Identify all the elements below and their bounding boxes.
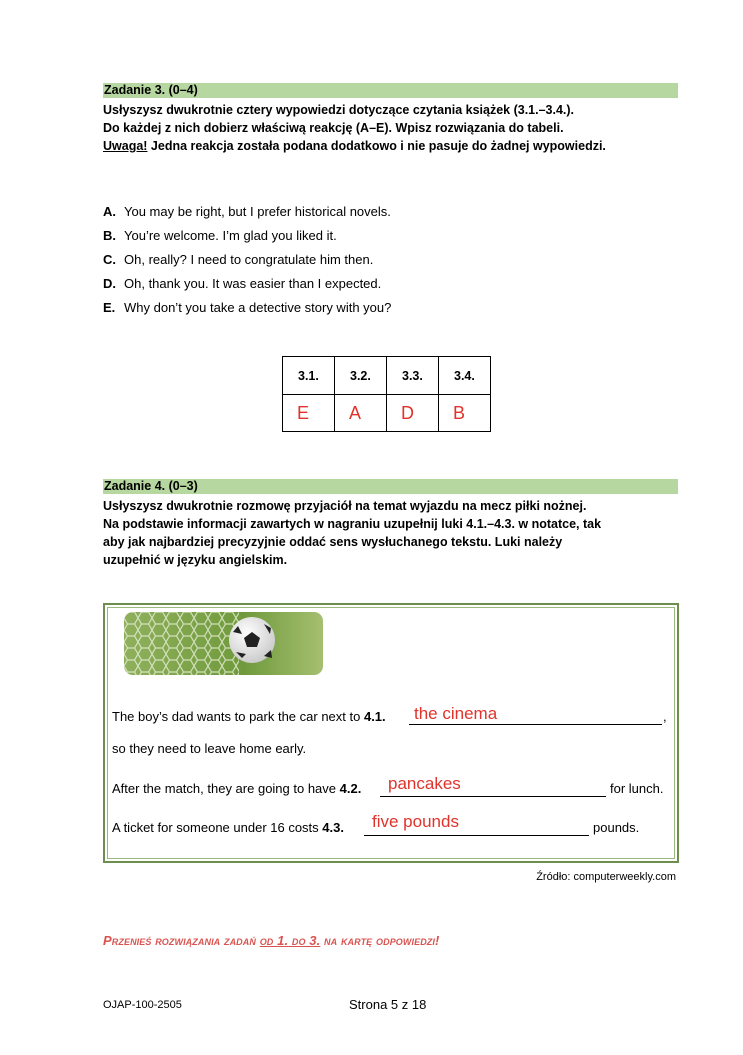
gap-4-1-answer[interactable]: the cinema bbox=[414, 704, 498, 723]
option-a bbox=[103, 204, 391, 220]
task3-header: Zadanie 3. (0–4) bbox=[103, 83, 678, 98]
task3-instruction-2: Do każdej z nich dobierz właściwą reakcję (A–E). Wpisz rozwiązania do tabeli. bbox=[103, 121, 564, 135]
option-text: Oh, really? I need to congratulate him then. bbox=[124, 252, 374, 267]
sentence-text: After the match, they are going to have bbox=[112, 781, 340, 796]
gap-number: 4.1. bbox=[363, 709, 386, 724]
sentence-end: pounds. bbox=[593, 820, 640, 835]
option-text: Oh, thank you. It was easier than I expected. bbox=[124, 276, 382, 291]
sentence-comma: , bbox=[663, 709, 667, 724]
note-label: Uwaga! bbox=[103, 139, 148, 153]
task4-header: Zadanie 4. (0–3) bbox=[103, 479, 678, 494]
option-letter: A. bbox=[103, 204, 116, 219]
option-d bbox=[103, 276, 381, 292]
task4-instruction-1: Usłyszysz dwukrotnie rozmowę przyjaciół na temat wyjazdu na mecz piłki nożnej. bbox=[103, 499, 587, 513]
answer-table bbox=[282, 356, 491, 432]
transfer-range: od 1. do 3. bbox=[259, 933, 321, 948]
sentence-text: A ticket for someone under 16 costs bbox=[112, 820, 323, 835]
option-e bbox=[103, 300, 391, 316]
gap-4-3-answer[interactable]: five pounds bbox=[372, 812, 459, 831]
option-b bbox=[103, 228, 337, 244]
option-letter: B. bbox=[103, 228, 116, 243]
note-text: Jedna reakcja została podana dodatkowo i nie pasuje do żadnej wypowiedzi. bbox=[147, 139, 606, 153]
answer-table-header: 3.2. bbox=[335, 357, 387, 395]
note-sentence-1-cont: so they need to leave home early. bbox=[112, 741, 307, 756]
option-letter: D. bbox=[103, 276, 116, 291]
option-text: You’re welcome. I’m glad you liked it. bbox=[124, 228, 337, 243]
transfer-text: Przenieś rozwiązania zadań bbox=[103, 933, 260, 948]
task4-instruction-3: aby jak najbardziej precyzyjnie oddać sens wysłuchanego tekstu. Luki należy bbox=[103, 535, 563, 549]
soccer-ball-icon bbox=[229, 617, 275, 663]
answer-cell[interactable]: A bbox=[335, 395, 387, 432]
answer-cell[interactable]: D bbox=[387, 395, 439, 432]
option-letter: E. bbox=[103, 300, 116, 315]
option-text: Why don’t you take a detective story with you? bbox=[124, 300, 392, 315]
task3-note bbox=[103, 137, 606, 155]
option-c bbox=[103, 252, 373, 268]
note-sentence-3 bbox=[112, 820, 344, 836]
option-letter: C. bbox=[103, 252, 116, 267]
task4-instruction-4: uzupełnić w języku angielskim. bbox=[103, 553, 288, 567]
task3-instruction-1: Usłyszysz dwukrotnie cztery wypowiedzi dotyczące czytania książek (3.1.–3.4.). bbox=[103, 103, 575, 117]
answer-table-header: 3.1. bbox=[283, 357, 335, 395]
answer-cell[interactable]: B bbox=[439, 395, 491, 432]
answer-table-header: 3.4. bbox=[439, 357, 491, 395]
gap-4-2-answer[interactable]: pancakes bbox=[388, 774, 461, 793]
source-credit: Źródło: computerweekly.com bbox=[536, 871, 676, 883]
option-text: You may be right, but I prefer historical novels. bbox=[124, 204, 391, 219]
page-number: Strona 5 z 18 bbox=[349, 997, 427, 1012]
answer-table-header: 3.3. bbox=[387, 357, 439, 395]
sentence-end: for lunch. bbox=[610, 781, 664, 796]
gap-number: 4.3. bbox=[322, 820, 344, 835]
sentence-text: The boy’s dad wants to park the car next to bbox=[112, 709, 364, 724]
transfer-text: na kartę odpowiedzi! bbox=[320, 933, 440, 948]
transfer-notice bbox=[103, 933, 439, 948]
answer-cell[interactable]: E bbox=[283, 395, 335, 432]
football-banner-image bbox=[124, 612, 323, 675]
exam-code: OJAP-100-2505 bbox=[103, 999, 182, 1011]
task4-instruction-2: Na podstawie informacji zawartych w nagraniu uzupełnij luki 4.1.–4.3. w notatce, tak bbox=[103, 517, 602, 531]
note-sentence-1 bbox=[112, 709, 386, 725]
note-sentence-2 bbox=[112, 781, 361, 797]
gap-number: 4.2. bbox=[339, 781, 362, 796]
